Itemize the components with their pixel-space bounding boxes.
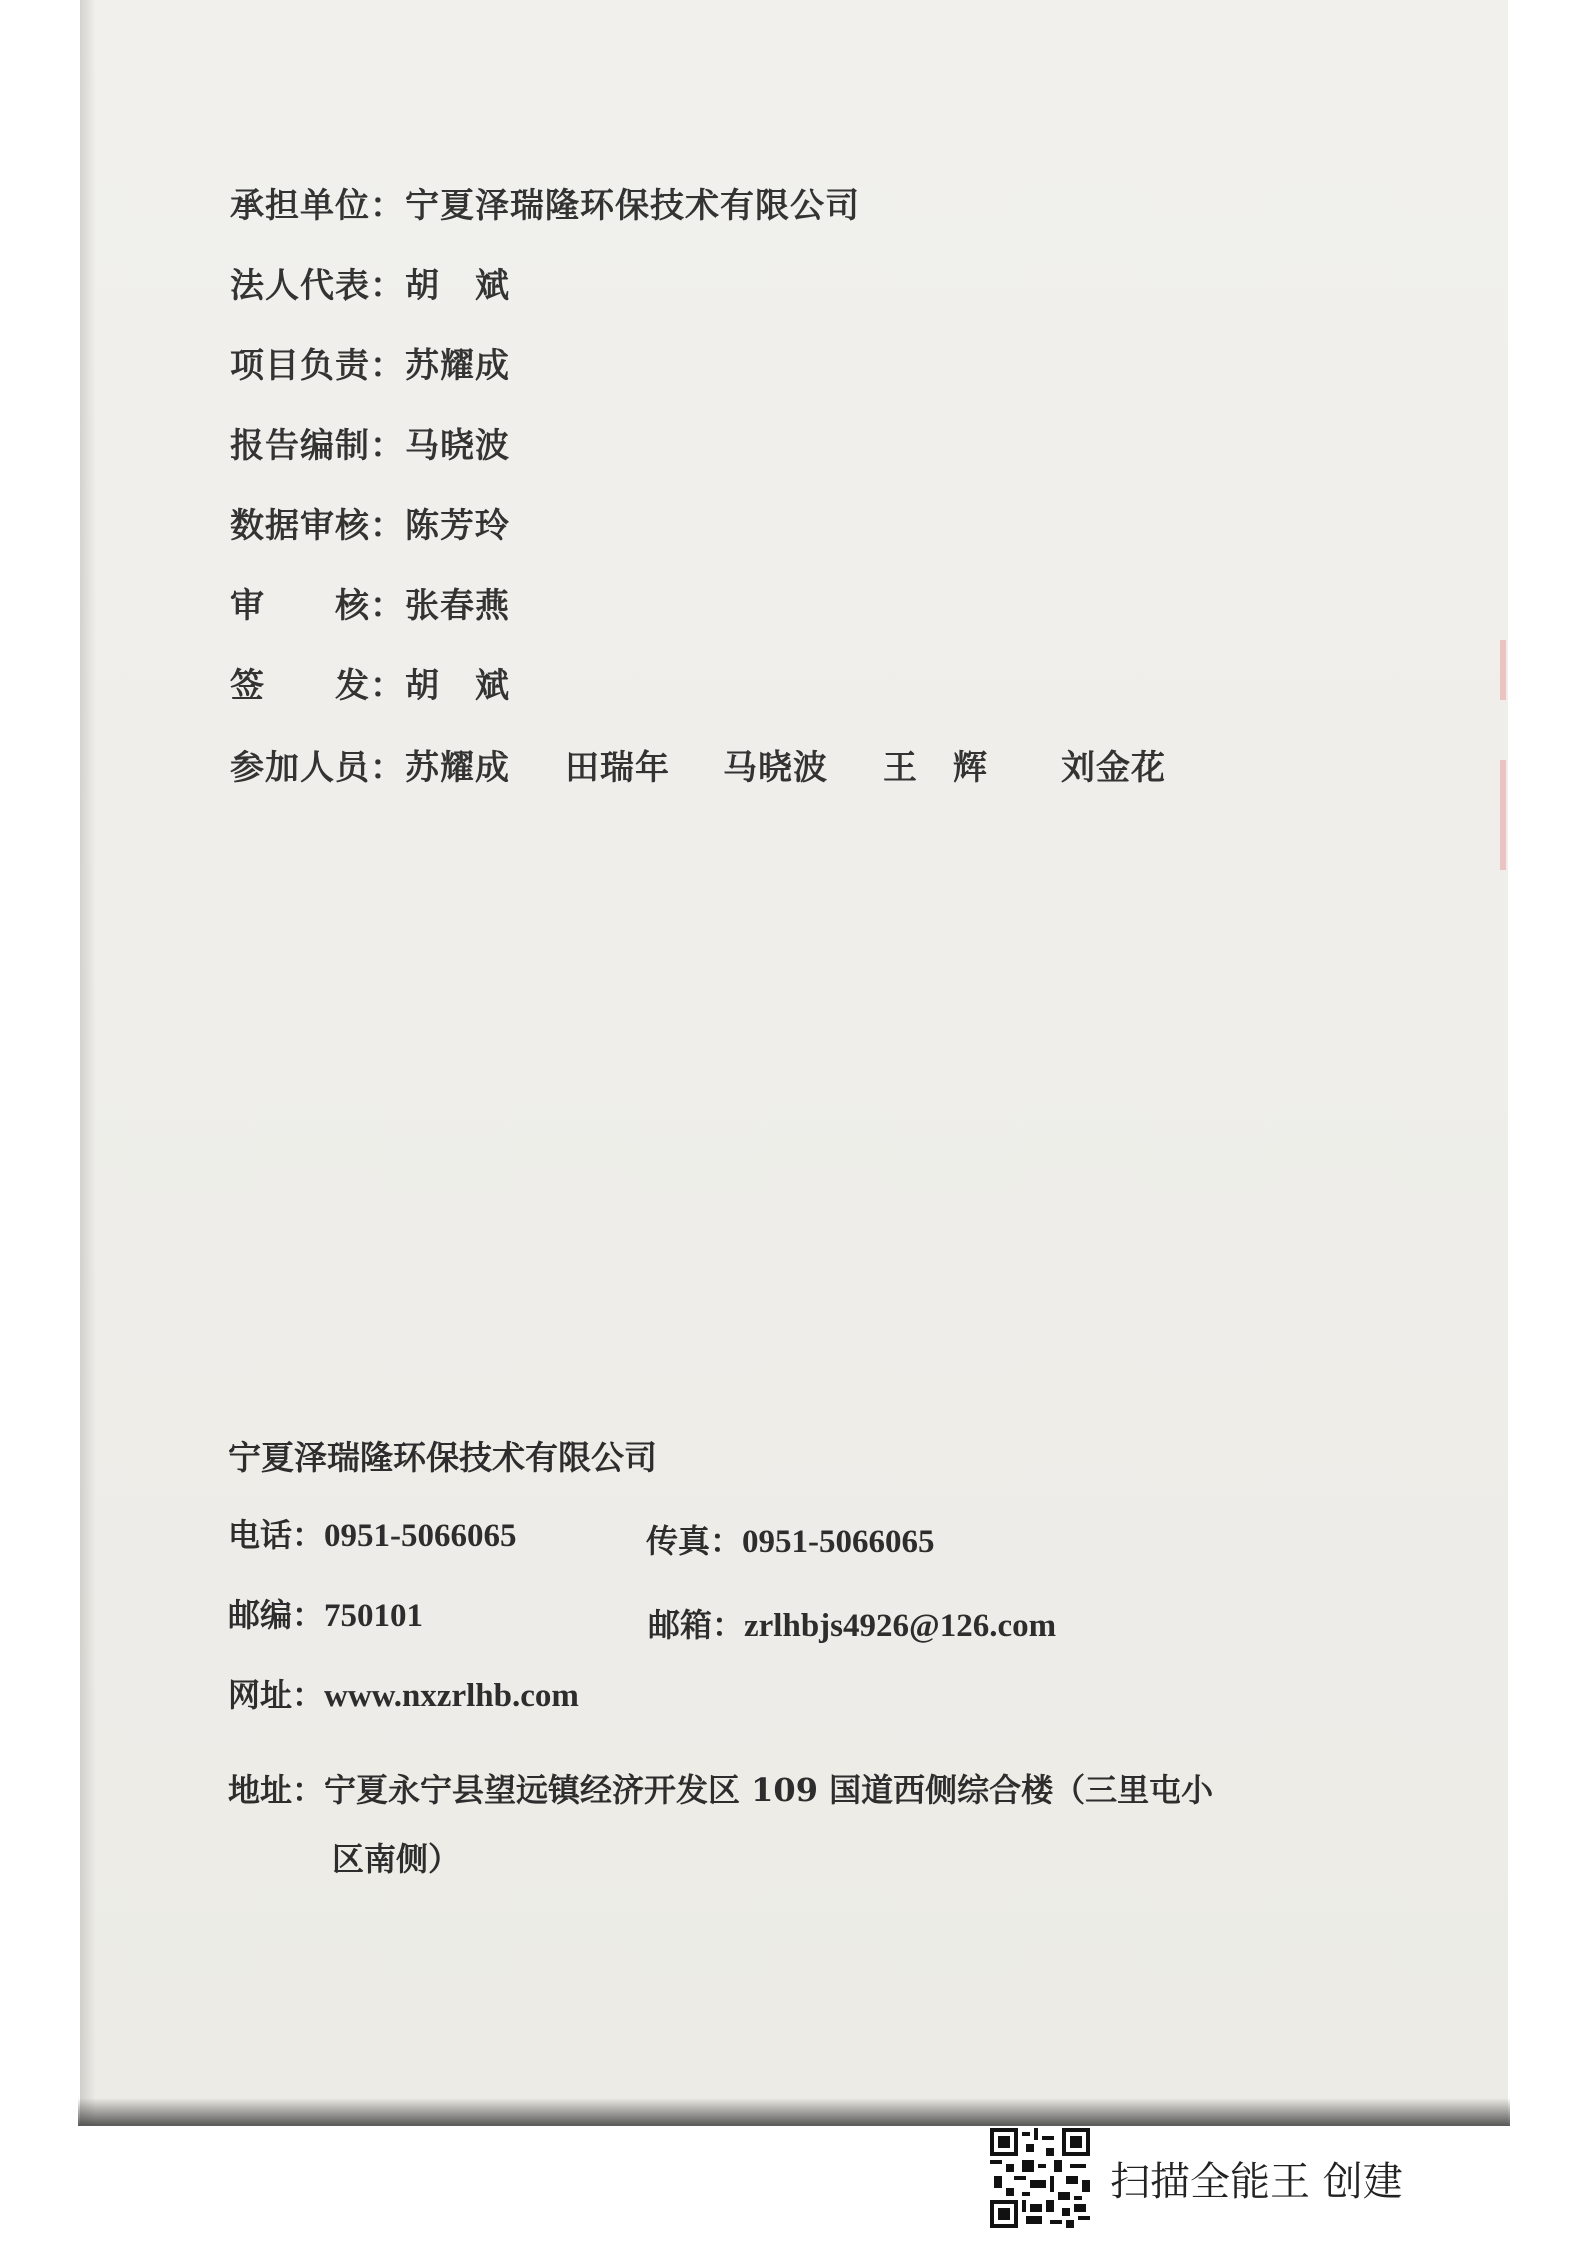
participant-name: 田瑞年 — [565, 748, 670, 788]
credit-row — [230, 338, 510, 387]
credit-value: 胡 斌 — [405, 666, 510, 706]
credit-label: 数据审核： — [230, 506, 405, 546]
credit-label: 项目负责： — [230, 346, 405, 386]
credit-row — [230, 178, 860, 227]
address-row — [228, 1765, 1213, 1811]
participant-name: 苏耀成 — [405, 748, 510, 788]
credit-label: 审 核： — [230, 586, 405, 626]
page-bottom-edge — [78, 2098, 1510, 2126]
credit-label: 承担单位： — [230, 186, 405, 226]
credit-value: 张春燕 — [405, 586, 510, 626]
credit-row — [230, 418, 510, 467]
participant-name: 刘金花 — [1061, 748, 1166, 788]
credit-value: 马晓波 — [405, 426, 510, 466]
credit-row — [230, 658, 510, 707]
credit-label: 签 发： — [230, 666, 405, 706]
credit-label: 法人代表： — [230, 266, 405, 306]
credit-row — [230, 258, 510, 307]
phone-value: 0951-5066065 — [324, 1518, 517, 1554]
scanner-watermark: 扫描全能王 创建 — [1110, 2159, 1403, 2205]
credit-row — [230, 498, 510, 547]
participants-label: 参加人员： — [230, 748, 405, 788]
postcode-value: 750101 — [324, 1598, 424, 1634]
website-row — [228, 1670, 579, 1716]
postcode-row — [228, 1590, 423, 1636]
fax-value: 0951-5066065 — [742, 1524, 935, 1560]
address-line-2: 区南侧） — [332, 1840, 461, 1878]
participants-row — [230, 740, 1166, 789]
participant-name: 马晓波 — [723, 748, 828, 788]
credit-value: 胡 斌 — [405, 266, 510, 306]
fax-row — [646, 1516, 935, 1562]
fax-label: 传真： — [646, 1522, 743, 1560]
company-name: 宁夏泽瑞隆环保技术有限公司 — [228, 1438, 657, 1477]
phone-row — [228, 1510, 517, 1556]
email-label: 邮箱： — [648, 1606, 745, 1644]
address-label: 地址： — [228, 1771, 325, 1809]
website-value: www.nxzrlhb.com — [324, 1678, 579, 1714]
website-label: 网址： — [228, 1676, 325, 1714]
phone-label: 电话： — [228, 1516, 325, 1554]
email-value: zrlhbjs4926@126.com — [744, 1608, 1057, 1644]
credit-row — [230, 578, 510, 627]
credit-value: 宁夏泽瑞隆环保技术有限公司 — [405, 186, 860, 226]
page-shadow — [80, 0, 96, 2125]
qr-code-icon — [990, 2128, 1090, 2228]
postcode-label: 邮编： — [228, 1596, 325, 1634]
credit-label: 报告编制： — [230, 426, 405, 466]
credit-value: 陈芳玲 — [405, 506, 510, 546]
seal-edge-mark — [1500, 760, 1506, 870]
seal-edge-mark — [1500, 640, 1506, 700]
address-line-1: 宁夏永宁县望远镇经济开发区 109 国道西侧综合楼（三里屯小 — [324, 1771, 1214, 1809]
participant-name: 王 辉 — [883, 748, 988, 788]
credit-value: 苏耀成 — [405, 346, 510, 386]
email-row — [648, 1600, 1056, 1646]
